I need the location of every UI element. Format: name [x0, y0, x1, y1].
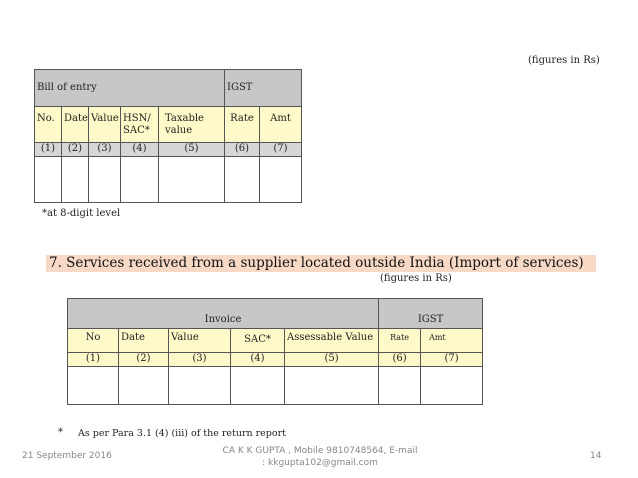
- column-header-date: Date: [119, 329, 169, 353]
- empty-cell: [89, 157, 121, 203]
- column-header-rate: Rate: [379, 329, 421, 353]
- empty-cell: [35, 157, 62, 203]
- footnote-para: As per Para 3.1 (4) (iii) of the return report: [78, 428, 286, 439]
- column-header-no: No.: [35, 107, 62, 143]
- figures-note-section: (figures in Rs): [380, 273, 452, 284]
- column-header-sac: SAC*: [231, 329, 285, 353]
- empty-cell: [231, 367, 285, 405]
- column-number: (2): [62, 143, 89, 157]
- footer-author: [200, 445, 440, 469]
- column-header-amt: Amt: [260, 107, 302, 143]
- footer-date: 21 September 2016: [22, 451, 112, 461]
- figures-note: (figures in Rs): [528, 55, 600, 66]
- empty-cell: [169, 367, 231, 405]
- footer-author-line1: CA K K GUPTA , Mobile 9810748564, E-mail: [222, 446, 418, 456]
- column-header-amt: Amt: [421, 329, 483, 353]
- column-number: (4): [121, 143, 159, 157]
- empty-cell: [421, 367, 483, 405]
- column-number: (7): [260, 143, 302, 157]
- column-number: (1): [68, 353, 119, 367]
- bill-of-entry-table: [34, 69, 302, 203]
- column-number: (4): [231, 353, 285, 367]
- column-number: (6): [225, 143, 260, 157]
- column-header-taxable-value: Taxable value: [159, 107, 225, 143]
- group-header-bill-of-entry: Bill of entry: [35, 70, 225, 107]
- column-number: (6): [379, 353, 421, 367]
- empty-cell: [225, 157, 260, 203]
- column-header-no: No: [68, 329, 119, 353]
- group-header-igst: IGST: [379, 299, 483, 329]
- column-number: (2): [119, 353, 169, 367]
- column-number: (3): [169, 353, 231, 367]
- column-number: (5): [285, 353, 379, 367]
- section-title: 7. Services received from a supplier located outside India (Import of services): [46, 255, 596, 272]
- empty-cell: [119, 367, 169, 405]
- column-number: (3): [89, 143, 121, 157]
- column-header-date: Date: [62, 107, 89, 143]
- column-header-assessable-value: Assessable Value: [285, 329, 379, 353]
- empty-cell: [285, 367, 379, 405]
- column-header-hsn-sac: HSN/ SAC*: [121, 107, 159, 143]
- column-header-value: Value: [169, 329, 231, 353]
- group-header-invoice: Invoice: [68, 299, 379, 329]
- footnote-star: *: [58, 427, 63, 438]
- column-number: (1): [35, 143, 62, 157]
- empty-cell: [159, 157, 225, 203]
- footnote-hsn: *at 8-digit level: [42, 208, 121, 219]
- empty-cell: [62, 157, 89, 203]
- footer-author-line2: : kkgupta102@gmail.com: [262, 458, 378, 468]
- column-number: (5): [159, 143, 225, 157]
- empty-cell: [379, 367, 421, 405]
- page-number: 14: [590, 451, 602, 461]
- column-number: (7): [421, 353, 483, 367]
- empty-cell: [121, 157, 159, 203]
- group-header-igst: IGST: [225, 70, 302, 107]
- column-header-rate: Rate: [225, 107, 260, 143]
- empty-cell: [260, 157, 302, 203]
- invoice-table: [67, 298, 483, 405]
- empty-cell: [68, 367, 119, 405]
- column-header-value: Value: [89, 107, 121, 143]
